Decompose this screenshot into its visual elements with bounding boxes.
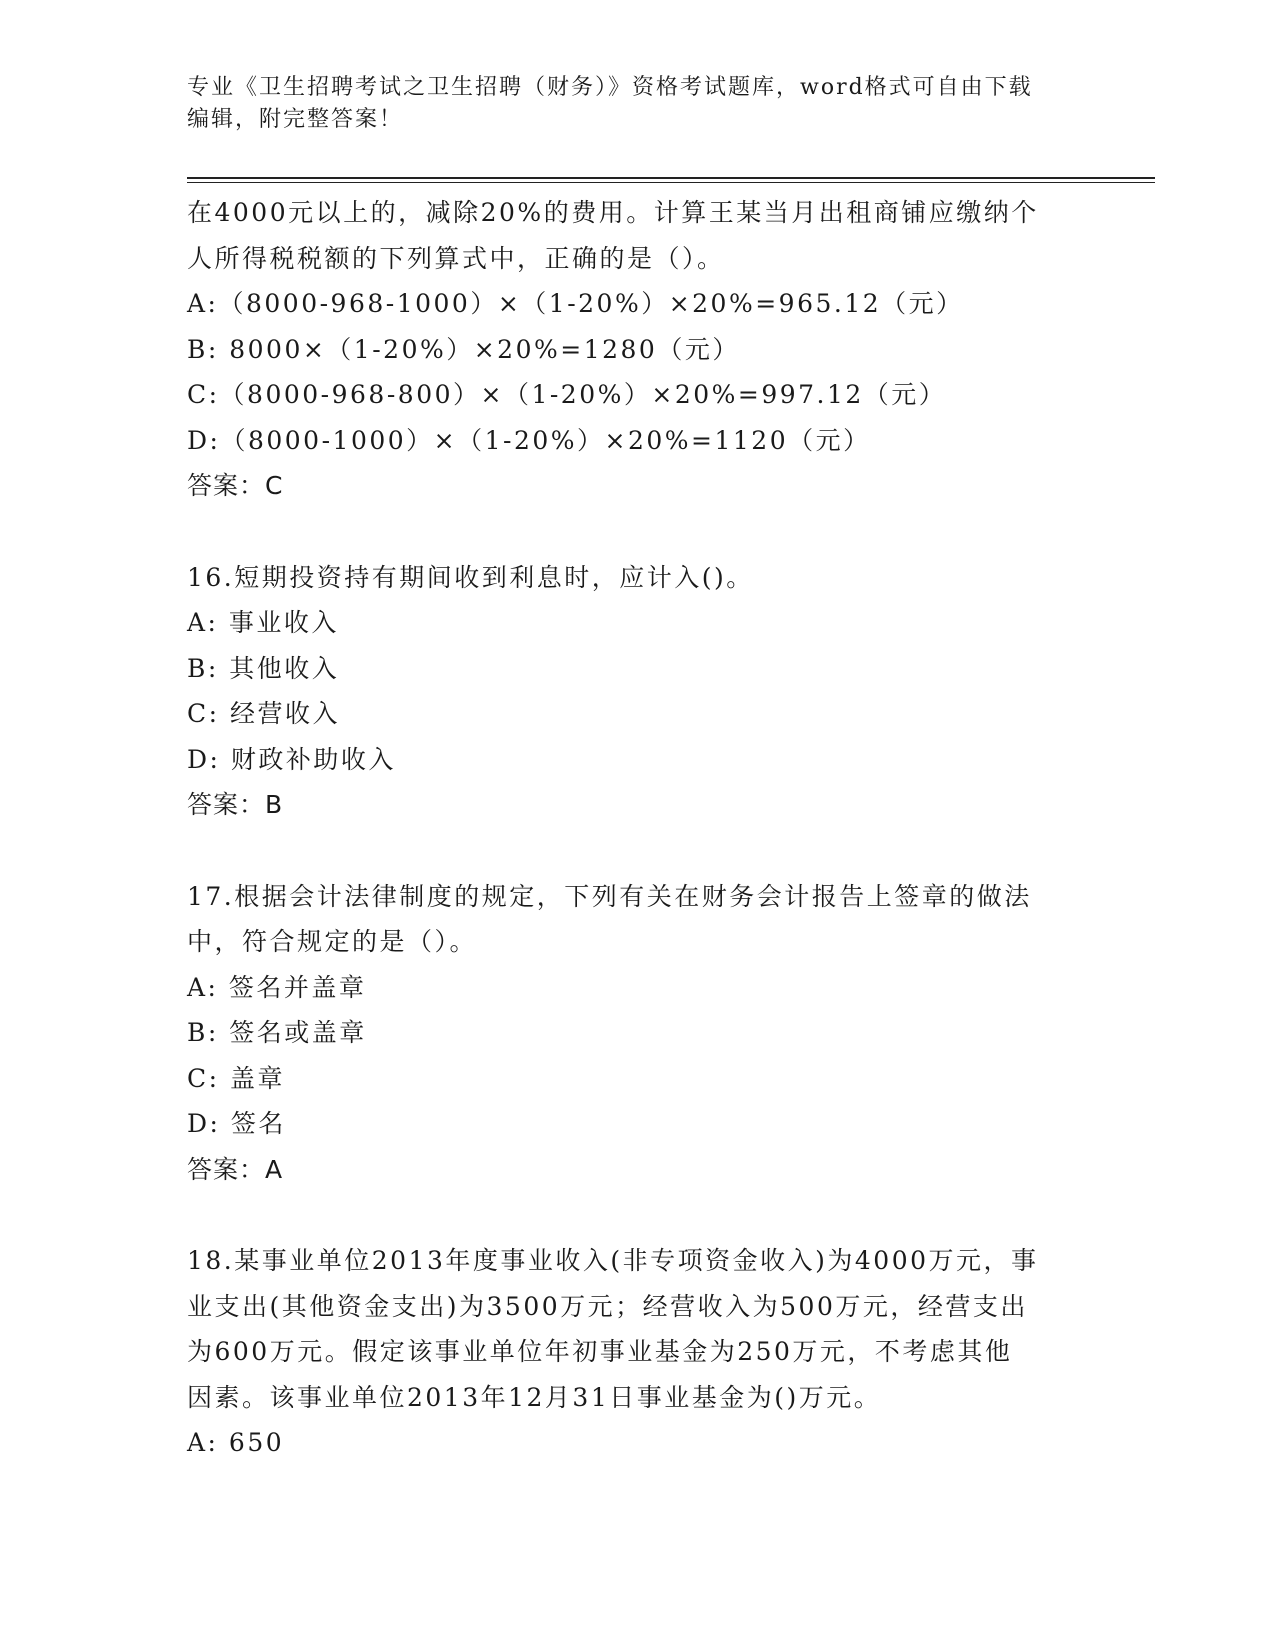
question-stem-line: 因素。该事业单位2013年12月31日事业基金为()万元。 <box>187 1382 882 1412</box>
question-18 <box>187 1238 1087 1466</box>
option-d: D: 签名 <box>187 1109 286 1138</box>
question-stem-line: 人所得税税额的下列算式中，正确的是（）。 <box>187 243 725 273</box>
header-line-2: 编辑，附完整答案！ <box>187 107 404 132</box>
option-d: D:（8000-1000）×（1-20%）×20%=1120（元） <box>187 425 871 455</box>
option-b: B: 8000×（1-20%）×20%=1280（元） <box>187 334 740 364</box>
option-a: A: 签名并盖章 <box>187 972 367 1002</box>
spacer <box>187 509 1087 555</box>
option-d: D: 财政补助收入 <box>187 744 396 774</box>
option-a: A: 事业收入 <box>187 608 339 637</box>
option-c: C: 盖章 <box>187 1063 285 1093</box>
option-a: A:（8000-968-1000）×（1-20%）×20%=965.12（元） <box>187 289 964 318</box>
answer-label: 答案：C <box>187 471 284 500</box>
header-divider-thick <box>187 177 1155 179</box>
option-b: B: 其他收入 <box>187 653 340 683</box>
spacer <box>187 1192 1087 1238</box>
answer-label: 答案：A <box>187 1154 284 1184</box>
option-b: B: 签名或盖章 <box>187 1018 367 1047</box>
question-stem-line: 16.短期投资持有期间收到利息时，应计入()。 <box>187 562 754 592</box>
question-stem-line: 为600万元。假定该事业单位年初事业基金为250万元，不考虑其他 <box>187 1337 1013 1366</box>
question-15 <box>187 190 1087 509</box>
question-list <box>187 190 1087 1466</box>
option-c: C:（8000-968-800）×（1-20%）×20%=997.12（元） <box>187 380 947 409</box>
question-16 <box>187 555 1087 828</box>
question-stem-line: 在4000元以上的，减除20%的费用。计算王某当月出租商铺应缴纳个 <box>187 198 1039 227</box>
question-stem-line: 17.根据会计法律制度的规定，下列有关在财务会计报告上签章的做法 <box>187 881 1032 911</box>
question-17 <box>187 874 1087 1193</box>
question-stem-line: 中，符合规定的是（）。 <box>187 927 478 956</box>
header-divider-thin <box>187 182 1155 183</box>
answer-label: 答案：B <box>187 790 284 819</box>
document-header <box>187 72 1067 136</box>
option-c: C: 经营收入 <box>187 699 340 728</box>
header-line-1: 专业《卫生招聘考试之卫生招聘（财务）》资格考试题库，word格式可自由下载 <box>187 75 1033 100</box>
question-stem-line: 业支出(其他资金支出)为3500万元；经营收入为500万元，经营支出 <box>187 1291 1028 1321</box>
option-a: A: 650 <box>187 1428 285 1457</box>
spacer <box>187 828 1087 874</box>
question-stem-line: 18.某事业单位2013年度事业收入(非专项资金收入)为4000万元，事 <box>187 1246 1039 1275</box>
